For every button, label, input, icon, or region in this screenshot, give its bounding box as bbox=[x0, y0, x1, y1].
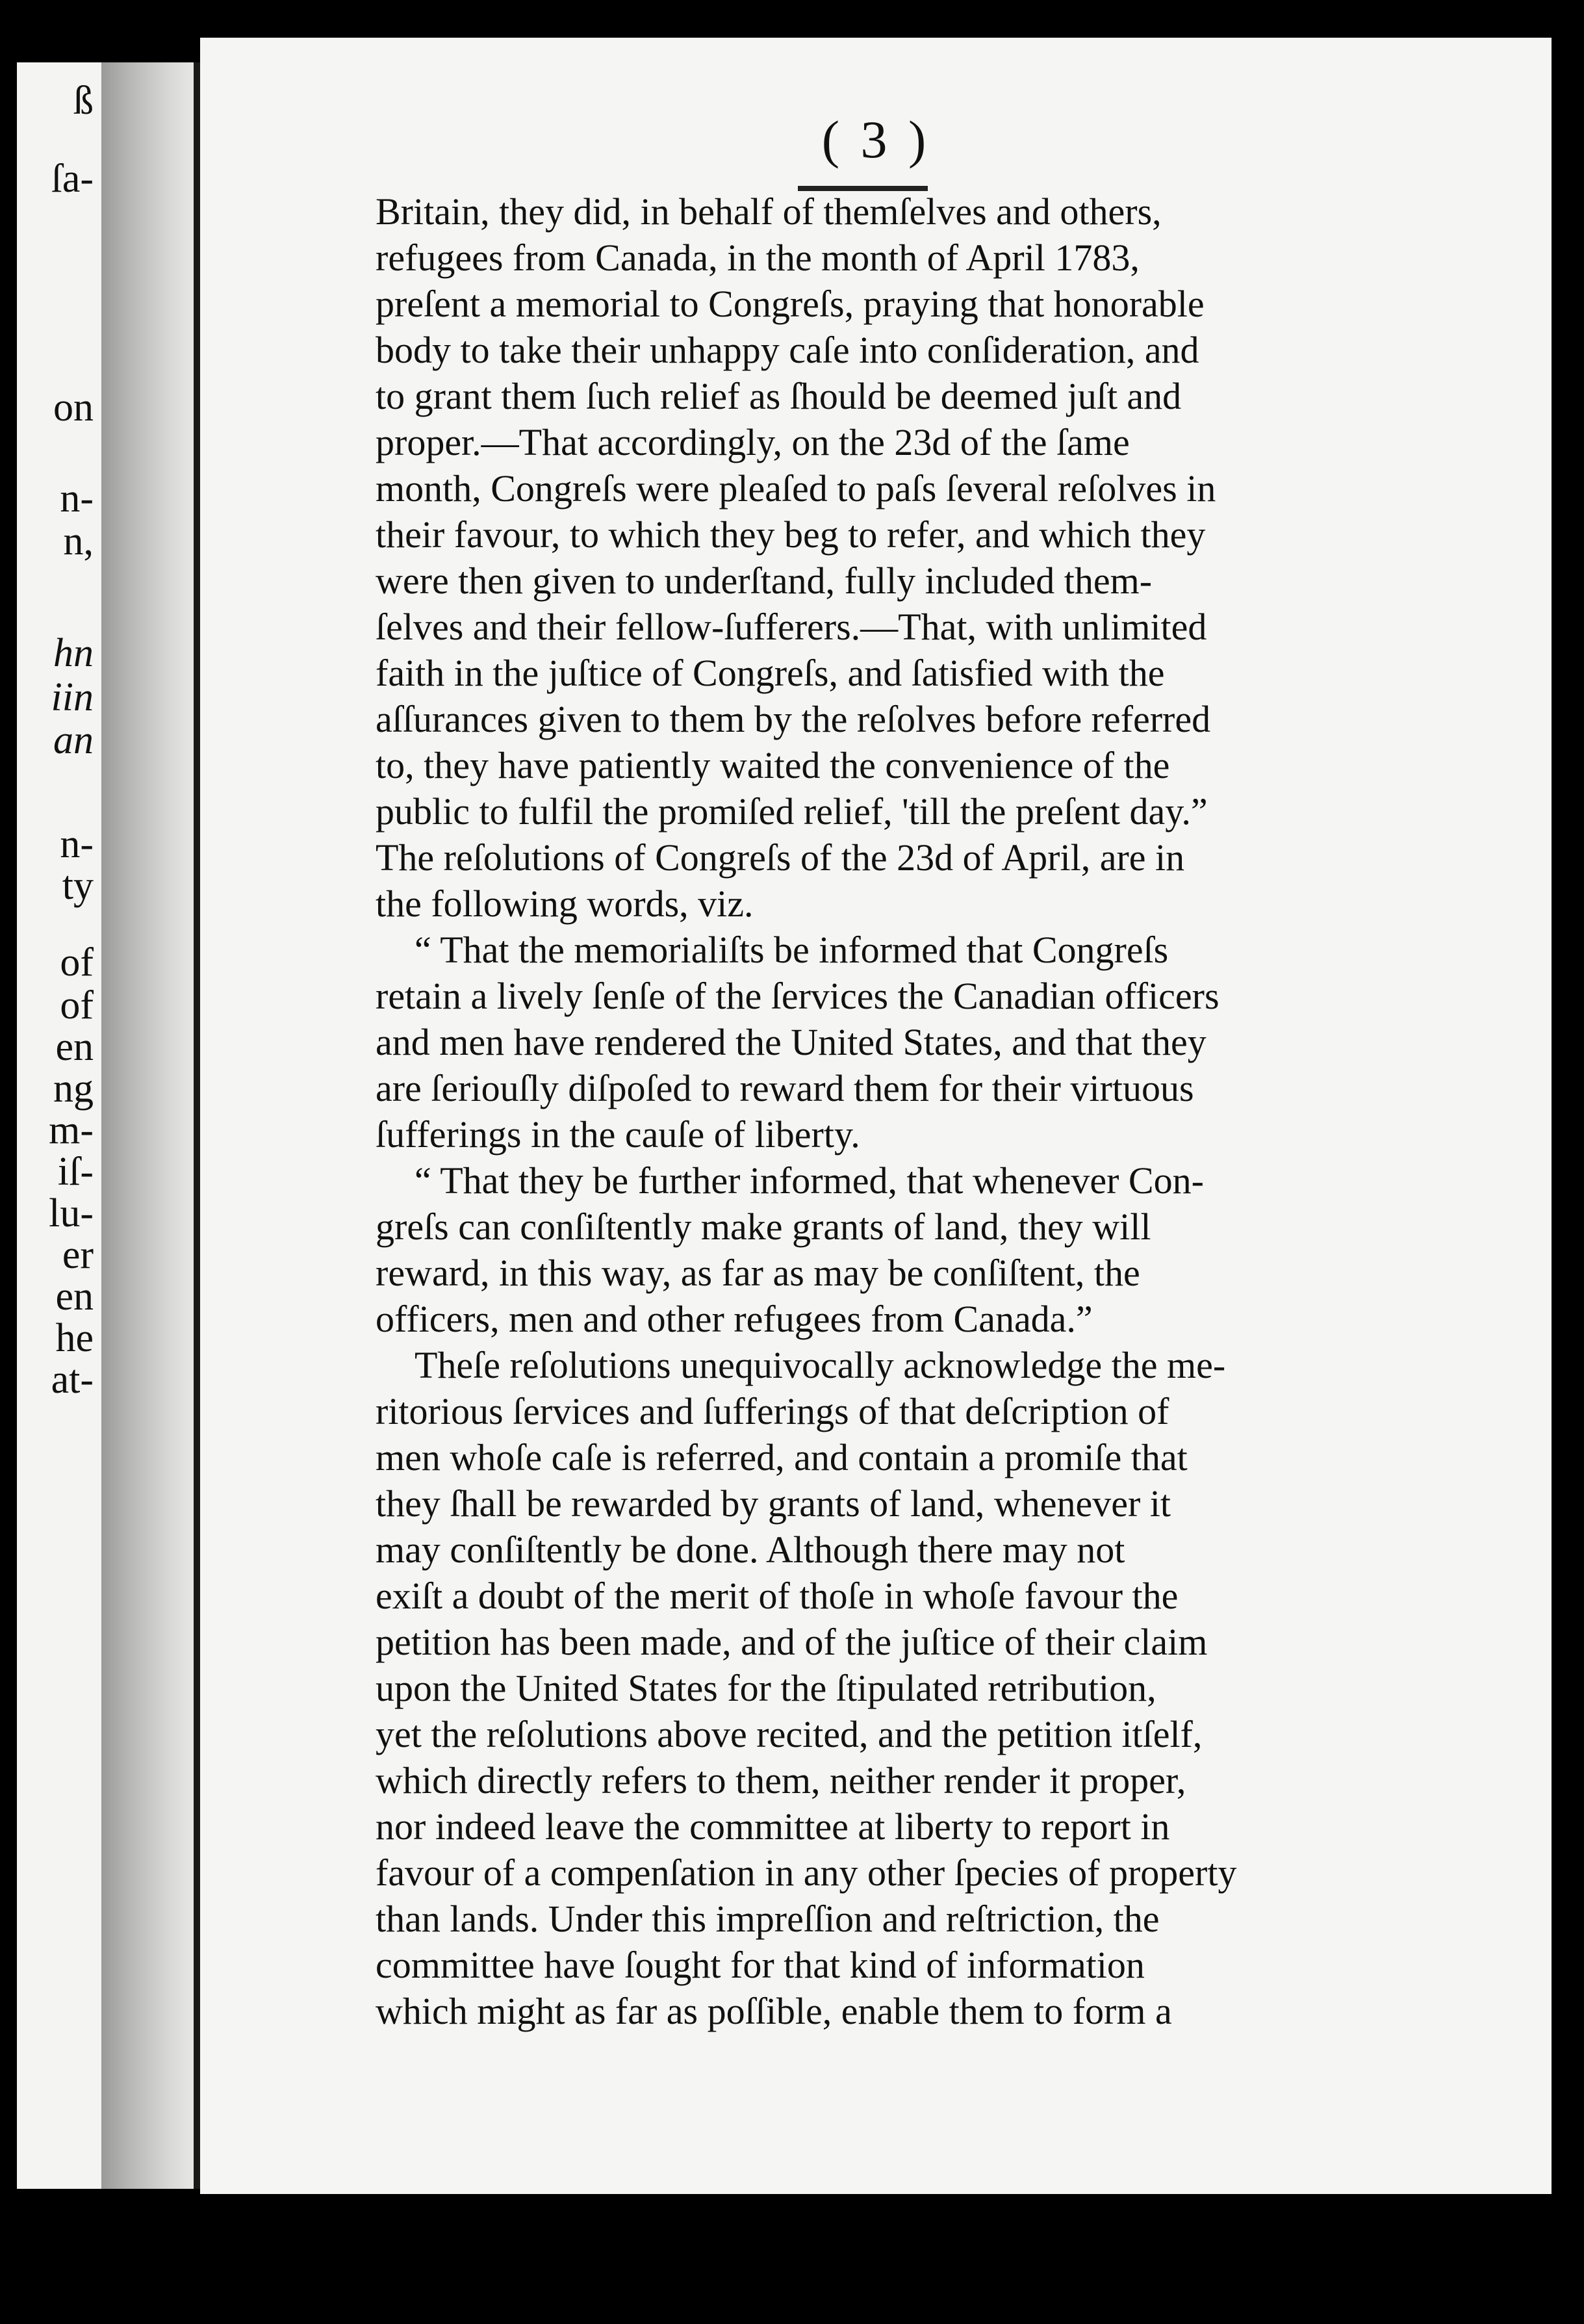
text-line: than lands. Under this impreſſion and reſtriction, the bbox=[376, 1898, 1160, 1940]
left-page-fragment: ſa- bbox=[51, 157, 94, 201]
text-line: refugees from Canada, in the month of April 1783, bbox=[376, 237, 1140, 279]
left-page-fragment: n- bbox=[60, 476, 94, 521]
text-line: committee have ſought for that kind of information bbox=[376, 1944, 1145, 1986]
gutter-edge bbox=[194, 62, 200, 2189]
left-page-fragment: en bbox=[55, 1274, 94, 1319]
left-page-fragment: hn bbox=[53, 631, 94, 675]
text-line: “ That they be further informed, that whenever Con- bbox=[415, 1159, 1204, 1202]
text-line: their favour, to which they beg to refer, and which they bbox=[376, 513, 1206, 556]
left-page-fragment: ß bbox=[73, 79, 94, 123]
left-page-fragment: at- bbox=[51, 1358, 94, 1402]
left-page-fragment: n- bbox=[60, 822, 94, 866]
text-line: greſs can conſiſtently make grants of land, they will bbox=[376, 1206, 1151, 1248]
left-page-fragment: an bbox=[53, 718, 94, 762]
text-line: The reſolutions of Congreſs of the 23d of April, are in bbox=[376, 836, 1185, 879]
text-line: yet the reſolutions above recited, and the petition itſelf, bbox=[376, 1713, 1203, 1755]
text-line: aſſurances given to them by the reſolves before referred bbox=[376, 698, 1211, 740]
left-page-fragment: on bbox=[53, 385, 94, 430]
text-line: the following words, viz. bbox=[376, 883, 754, 925]
text-line: are ſeriouſly diſpoſed to reward them for their virtuous bbox=[376, 1067, 1194, 1109]
text-line: retain a lively ſenſe of the ſervices the Canadian officers bbox=[376, 975, 1220, 1017]
text-line: to grant them ſuch relief as ſhould be deemed juſt and bbox=[376, 375, 1182, 417]
text-line: ritorious ſervices and ſufferings of that deſcription of bbox=[376, 1390, 1169, 1432]
text-line: Theſe reſolutions unequivocally acknowledge the me- bbox=[415, 1344, 1226, 1386]
page-number-heading: ( 3 ) bbox=[821, 110, 930, 169]
text-line: month, Congreſs were pleaſed to paſs ſeveral reſolves in bbox=[376, 467, 1216, 510]
text-line: were then given to underſtand, fully included them- bbox=[376, 560, 1153, 602]
text-line: they ſhall be rewarded by grants of land, whenever it bbox=[376, 1482, 1171, 1525]
book-gutter bbox=[101, 62, 199, 2189]
body-text bbox=[376, 188, 1584, 2034]
left-page-fragment: iſ- bbox=[57, 1150, 94, 1194]
left-page-fragment: of bbox=[60, 983, 94, 1027]
text-line: exiſt a doubt of the merit of thoſe in whoſe favour the bbox=[376, 1575, 1179, 1617]
text-line: preſent a memorial to Congreſs, praying that honorable bbox=[376, 283, 1205, 325]
text-line: petition has been made, and of the juſtice of their claim bbox=[376, 1621, 1208, 1663]
left-page-fragment: en bbox=[55, 1025, 94, 1069]
text-line: officers, men and other refugees from Canada.” bbox=[376, 1298, 1093, 1340]
text-line: reward, in this way, as far as may be conſiſtent, the bbox=[376, 1252, 1140, 1294]
left-facing-page bbox=[17, 62, 101, 2189]
text-line: body to take their unhappy caſe into conſideration, and bbox=[376, 329, 1199, 371]
document-page bbox=[200, 38, 1552, 2194]
left-page-fragment: iin bbox=[51, 675, 94, 719]
text-line: upon the United States for the ſtipulated retribution, bbox=[376, 1667, 1156, 1709]
text-line: may conſiſtently be done. Although there may not bbox=[376, 1529, 1125, 1571]
left-page-fragment: lu- bbox=[49, 1191, 94, 1235]
left-page-fragment: ng bbox=[53, 1066, 94, 1111]
text-line: public to fulfil the promiſed relief, 'till the preſent day.” bbox=[376, 790, 1208, 833]
text-line: which directly refers to them, neither render it proper, bbox=[376, 1759, 1186, 1801]
text-line: ſufferings in the cauſe of liberty. bbox=[376, 1113, 860, 1156]
text-line: Britain, they did, in behalf of themſelves and others, bbox=[376, 190, 1162, 233]
text-line: which might as far as poſſible, enable them to form a bbox=[376, 1990, 1172, 2032]
text-line: proper.—That accordingly, on the 23d of the ſame bbox=[376, 421, 1130, 463]
text-line: to, they have patiently waited the convenience of the bbox=[376, 744, 1170, 786]
text-line: faith in the juſtice of Congreſs, and ſatisfied with the bbox=[376, 652, 1165, 694]
left-page-fragment: n, bbox=[63, 519, 94, 563]
left-page-fragment: m- bbox=[49, 1108, 94, 1152]
text-line: favour of a compenſation in any other ſpecies of property bbox=[376, 1852, 1237, 1894]
scan-bottom-margin bbox=[0, 2194, 1584, 2324]
text-line: “ That the memorialiſts be informed that Congreſs bbox=[415, 929, 1169, 971]
text-line: men whoſe caſe is referred, and contain a promiſe that bbox=[376, 1436, 1188, 1478]
left-page-fragment: ty bbox=[62, 864, 94, 908]
left-page-fragment: er bbox=[62, 1233, 94, 1277]
left-page-fragment: he bbox=[55, 1316, 94, 1360]
left-page-fragment: of bbox=[60, 940, 94, 985]
text-line: nor indeed leave the committee at liberty to report in bbox=[376, 1805, 1170, 1848]
text-line: ſelves and their fellow-ſufferers.—That, with unlimited bbox=[376, 606, 1207, 648]
text-line: and men have rendered the United States, and that they bbox=[376, 1021, 1207, 1063]
